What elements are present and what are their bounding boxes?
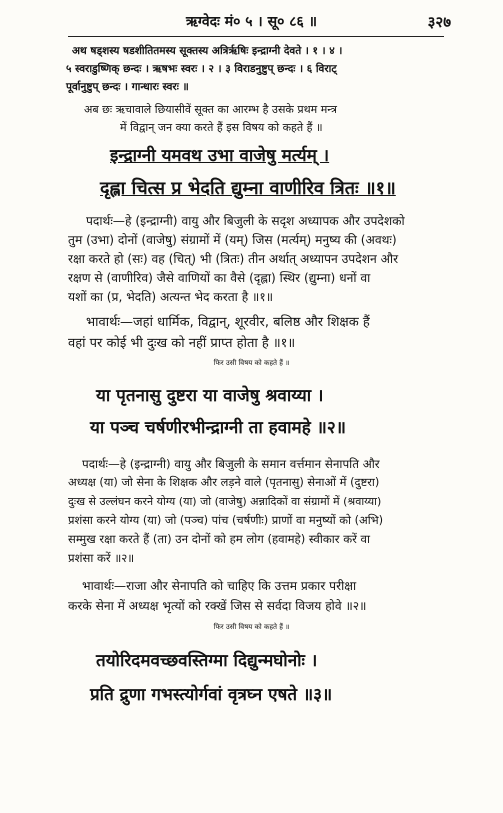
bhavartha-1-line-1: भावार्थः—जहां धार्मिक, विद्वान्, शूरवीर, बलिष्ठ और शिक्षक हैं [86,315,370,330]
page-number: ३२७ [427,13,451,31]
padartha-1-line-3: रक्षा करते हो (सः) वह (चित्) भी (त्रितः) तीन अर्थात् अध्यापन उपदेशन और [68,252,399,266]
mantra-3-line-1: तयोरिदमवच्छवस्तिग्मा दिद्युन्मघोनोः । [96,651,318,671]
mantra-1-line-1: इन्द्राग्नी यमवथ उभा वाजेषु मर्त्यम् । [110,146,330,166]
intro-2: फिर उसी विषय को कहते हैं ॥ [213,359,290,367]
mantra-3-line-2: प्रति द्रुणा गभस्त्योर्गवां वृत्रघ्न एषते ॥३॥ [90,685,333,705]
padartha-1-line-1: पदार्थः—हे (इन्द्राग्नी) वायु और बिजुली के सदृश अध्यापक और उपदेशको [86,214,405,228]
sukta-meta-line-2: ५ स्वराडुष्णिक् छन्दः । ऋषभः स्वरः । २ । ३ विराडनुष्टुप् छन्दः । ६ विराट् [66,63,337,75]
header-rule [68,36,444,37]
mantra-2-line-1: या पृतनासु दुष्टरा या वाजेषु श्रवाय्या । [96,386,324,406]
intro-line-1: अब छः ऋचावाले छियासीवें सूक्त का आरम्भ है उसके प्रथम मन्त्र [84,103,337,116]
bhavartha-1-line-2: वहां पर कोई भी दुःख को नहीं प्राप्त होता है ॥१॥ [68,336,296,351]
header-title: ऋग्वेदः मं० ५ । सू० ८६ ॥ [185,14,318,30]
padartha-1-line-5: यशों का (प्र, भेदति) अत्यन्त भेद करता है ॥१॥ [68,290,273,304]
intro-3: फिर उसी विषय को कहते हैं ॥ [213,623,290,631]
running-header [0,12,503,34]
padartha-2-line-3: दुःख से उल्लंघन करने योग्य (या) जो (वाजेषु) अन्नादिकों वा संग्रामों में (श्रवाय्या) [68,495,382,508]
bhavartha-2-line-2: करके सेना में अध्यक्ष भृत्यों को रक्खें जिस से सर्वदा विजय होवे ॥२॥ [68,599,367,613]
sukta-meta-line-1: अथ षड्शस्य षडशीतितमस्य सूक्तस्य अत्रिर्ऋषिः इन्द्राग्नी देवते । १ । ४ । [72,45,343,57]
intro-line-2: में विद्वान् जन क्या करते हैं इस विषय को कहते हैं ॥ [120,121,323,134]
padartha-1-line-4: रक्षण से (वाणीरिव) जैसे वाणियों का वैसे (दृह्ला) स्थिर (द्युम्ना) धनों वा [68,271,371,285]
padartha-1-line-2: तुम (उभा) दोनों (वाजेषु) संग्रामों में (यम्) जिस (मर्त्यम्) मनुष्य की (अवथः) [68,233,397,247]
padartha-2-line-4: प्रशंसा करने योग्य (या) जो (पञ्च) पांच (चर्षणीः) प्राणों वा मनुष्यों को (अभि) [68,513,384,527]
sukta-meta-line-3: पूर्वानुष्टुप् छन्दः । गान्धारः स्वरः ॥ [66,81,189,93]
padartha-2-line-6: प्रशंसा करें ॥२॥ [68,551,135,565]
bhavartha-2-line-1: भावार्थः—राजा और सेनापति को चाहिए कि उत्तम प्रकार परीक्षा [82,579,357,593]
mantra-2-line-2: या पञ्च चर्षणीरभीन्द्राग्नी ता हवामहे ॥२॥ [90,418,346,438]
mantra-1-line-2: दृह्ला चित्स प्र भेदति द्युम्ना वाणीरिव त्रितः ॥१॥ [100,178,396,199]
padartha-2-line-5: सम्मुख रक्षा करते हैं (ता) उन दोनों को हम लोग (हवामहे) स्वीकार करें वा [68,532,370,546]
padartha-2-line-2: अध्यक्ष (या) जो सेना के शिक्षक और लड़ने वाले (पृतनासु) सेनाओं में (दुष्टरा) [68,475,380,489]
padartha-2-line-1: पदार्थः—हे (इन्द्राग्नी) वायु और बिजुली के समान वर्त्तमान सेनापति और [82,457,380,471]
